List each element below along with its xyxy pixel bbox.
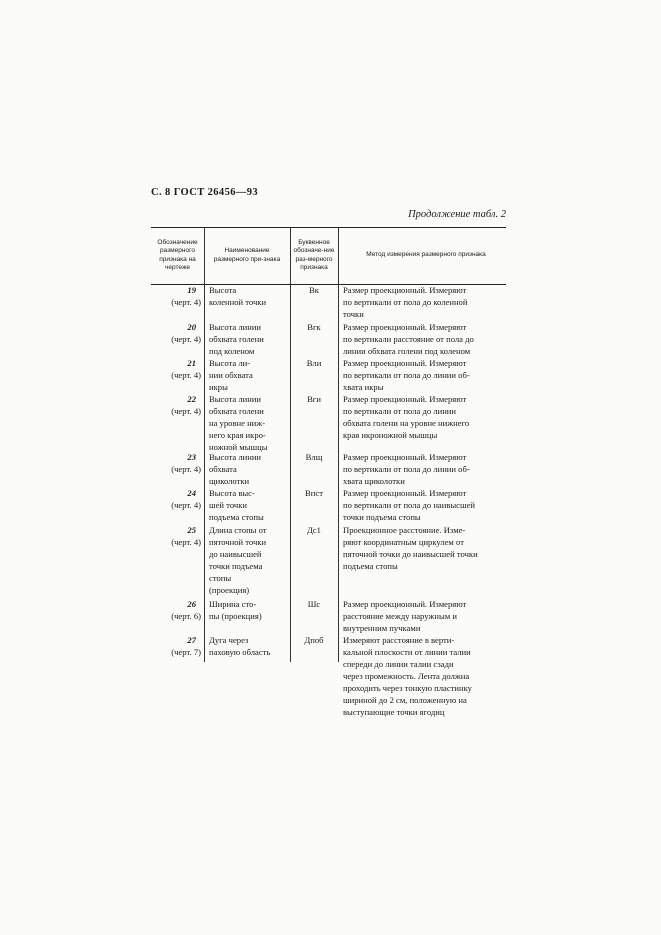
feature-number: 20	[187, 322, 196, 332]
column-header-designation: Обозначение размерного признака на чертеже	[157, 238, 198, 271]
drawing-reference: (черт. 4)	[171, 500, 201, 510]
column-divider	[338, 227, 339, 662]
designation-cell	[151, 598, 201, 622]
feature-code: Вгк	[307, 322, 321, 332]
drawing-reference: (черт. 4)	[171, 297, 201, 307]
designation-cell	[151, 357, 201, 381]
measurement-method: Размер проекционный. Измеряют по вертикали от пола до линии обхвата голени на уровне нижнего края икроножной мышцы	[343, 394, 470, 440]
feature-number: 24	[187, 488, 196, 498]
feature-code: Влщ	[305, 452, 323, 462]
measurement-method: Размер проекционный. Измеряют расстояние между наружным и внутренним пучками	[343, 599, 467, 633]
measurement-method: Размер проекционный. Измеряют по вертикали от пола до линии об- хвата щиколотки	[343, 452, 470, 486]
feature-code: Дпоб	[304, 635, 324, 645]
feature-number: 27	[187, 635, 196, 645]
feature-number: 26	[187, 599, 196, 609]
feature-number: 25	[187, 525, 196, 535]
drawing-reference: (черт. 6)	[171, 611, 201, 621]
designation-cell	[151, 524, 201, 548]
drawing-reference: (черт. 4)	[171, 406, 201, 416]
column-divider	[204, 227, 205, 662]
feature-name: Высота линии обхвата голени на уровне ниж- него края икро- ножной мышцы	[209, 394, 268, 452]
feature-code: Шс	[307, 599, 321, 609]
drawing-reference: (черт. 4)	[171, 537, 201, 547]
feature-name: Высота выс- шей точки подъема стопы	[209, 488, 264, 522]
table-continuation-label: Продолжение табл. 2	[408, 209, 506, 220]
feature-number: 21	[187, 358, 196, 368]
measurement-method: Размер проекционный. Измеряют по вертикали от пола до коленной точки	[343, 285, 468, 319]
feature-name: Высота линии обхвата щиколотки	[209, 452, 262, 486]
measurement-method: Размер проекционный. Измеряют по вертикали расстояние от пола до линии обхвата голени под коленом	[343, 322, 474, 356]
drawing-reference: (черт. 4)	[171, 334, 201, 344]
feature-code: Вги	[307, 394, 321, 404]
column-header-name: Наименование размерного при-знака	[213, 247, 281, 263]
designation-cell	[151, 451, 201, 475]
column-header-code: Буквенное обозначе-ние раз-мерного признака	[293, 238, 335, 271]
feature-number: 19	[187, 285, 196, 295]
feature-name: Высота коленной точки	[209, 285, 267, 307]
feature-name: Дуга через паховую область	[209, 635, 271, 657]
feature-code: Вк	[309, 285, 319, 295]
measurement-method: Проекционное расстояние. Изме- ряют координатным циркулем от пяточной точки до наивысшей точки подъема стопы	[343, 525, 478, 571]
feature-number: 22	[187, 394, 196, 404]
drawing-reference: (черт. 4)	[171, 370, 201, 380]
designation-cell	[151, 487, 201, 511]
column-header-method: Метод измерения размерного признака	[366, 251, 486, 259]
designation-cell	[151, 321, 201, 345]
measurement-method: Измеряют расстояние в верти- кальной плоскости от линии талии спереди до линии талии сзади через промежность. Лента должна проходить через тонкую пластинку шириной до 2 см, положенную на выступающие точки ягодиц	[343, 635, 472, 717]
feature-name: Высота ли- нии обхвата икры	[209, 358, 253, 392]
measurement-method: Размер проекционный. Измеряют по вертикали от пола до наивысшей точки подъема стопы	[343, 488, 476, 522]
drawing-reference: (черт. 7)	[171, 647, 201, 657]
feature-name: Ширина сто- пы (проекция)	[209, 599, 262, 621]
feature-name: Высота линии обхвата голени под коленом	[209, 322, 264, 356]
designation-cell	[151, 634, 201, 658]
designation-cell	[151, 284, 201, 308]
measurement-method: Размер проекционный. Измеряют по вертикали от пола до линии об- хвата икры	[343, 358, 470, 392]
designation-cell	[151, 393, 201, 417]
page-header: С. 8 ГОСТ 26456—93	[151, 187, 259, 198]
feature-code: Дс1	[307, 525, 321, 535]
feature-code: Вли	[306, 358, 322, 368]
drawing-reference: (черт. 4)	[171, 464, 201, 474]
feature-code: Впст	[305, 488, 323, 498]
feature-number: 23	[187, 452, 196, 462]
feature-name: Длина стопы от пяточной точки до наивысшей точки подъема стопы (проекция)	[209, 525, 267, 595]
